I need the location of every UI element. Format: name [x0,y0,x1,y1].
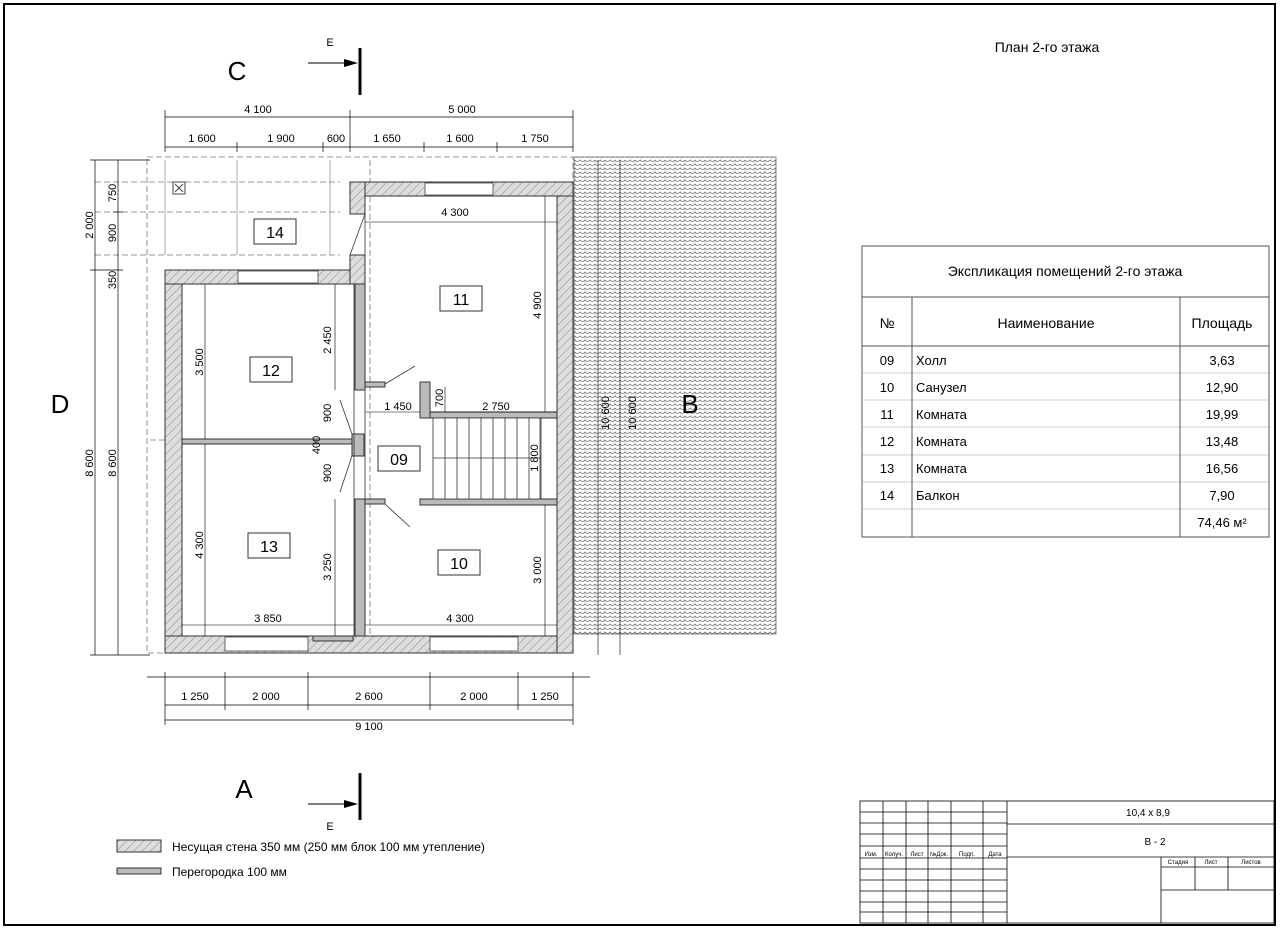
dim-1450: 1 450 [384,401,412,413]
stamp-sheets: Листов [1241,860,1261,866]
dim-left-8600-inner: 8 600 [107,449,119,477]
row-area: 3,63 [1209,353,1235,368]
stamp-col-koluch: Колуч. [885,852,903,858]
dim-4300-bottom: 4 300 [446,613,474,625]
row-name: Холл [916,353,947,368]
dim-1800: 1 800 [529,444,541,472]
dim-left-2000: 2 000 [84,211,96,239]
row-no: 09 [879,353,895,368]
explication-header-no: № [879,315,895,331]
row-no: 12 [879,434,895,449]
dim-3250: 3 250 [322,553,334,581]
roof-tiles [574,157,776,634]
legend-bearing-swatch [117,840,161,852]
dim-3000: 3 000 [532,556,544,584]
room-number-13: 13 [260,539,278,556]
dim-3500: 3 500 [194,348,206,376]
stamp-code: В - 2 [1144,837,1166,848]
row-name: Санузел [916,380,967,395]
dim-bottom-5: 1 250 [531,691,559,703]
drain-icon [173,182,185,194]
dim-bottom-2: 2 000 [252,691,280,703]
dim-bottom-4: 2 000 [460,691,488,703]
dim-top-4: 1 650 [373,133,401,145]
room-number-09: 09 [390,452,408,469]
dim-left-900: 900 [107,223,119,243]
room-number-10: 10 [450,556,468,573]
row-no: 11 [880,407,894,422]
dimension-lines-top [165,110,573,152]
section-label-top: E [326,37,334,49]
row-area: 7,90 [1209,488,1235,503]
axis-label-d: D [50,389,70,419]
room-number-14: 14 [266,225,284,242]
dim-4300-left: 4 300 [194,531,206,559]
legend [117,840,485,879]
explication-header-area: Площадь [1191,315,1253,331]
dim-top-2: 1 900 [267,133,295,145]
dimension-lines-left [90,160,150,655]
row-name: Комната [916,434,967,449]
dim-bottom-3: 2 600 [355,691,383,703]
dim-left-350: 350 [107,270,119,290]
dim-400: 400 [311,435,323,455]
axis-label-a: A [235,774,253,804]
row-area: 12,90 [1205,380,1239,395]
room-number-12: 12 [262,363,280,380]
stamp-col-list: Лист [910,852,924,858]
room-number-11: 11 [452,292,470,309]
staircase [433,418,541,499]
stamp-col-doc: №Док. [929,852,949,858]
dim-top-5: 1 600 [446,133,474,145]
dim-900-upper: 900 [322,403,334,423]
row-no: 14 [879,488,895,503]
dim-10600-inner: 10 600 [600,396,612,430]
dim-top-total-2: 5 000 [448,104,476,116]
dim-bottom-total: 9 100 [355,721,383,733]
dim-room-11-height: 4 900 [532,291,544,319]
row-no: 13 [879,461,895,476]
row-area: 16,56 [1205,461,1239,476]
row-area: 19,99 [1205,407,1239,422]
stamp-stage: Стадия [1167,860,1189,866]
row-name: Балкон [916,488,960,503]
stamp-col-date: Дата [988,852,1002,858]
dim-top-total-1: 4 100 [244,104,272,116]
dim-top-1: 1 600 [188,133,216,145]
row-no: 10 [879,380,895,395]
dim-700: 700 [434,388,446,408]
row-area: 13,48 [1205,434,1239,449]
axis-label-b: B [681,389,699,419]
explication-title: Экспликация помещений 2-го этажа [947,263,1183,279]
explication-total: 74,46 м² [1197,515,1247,530]
section-label-bottom: E [326,821,334,833]
dim-2450: 2 450 [322,326,334,354]
dim-bottom-1: 1 250 [181,691,209,703]
section-mark-top [308,37,360,95]
dim-900-lower: 900 [322,463,334,483]
balcony-outline [165,160,330,255]
dim-room-11-width: 4 300 [441,207,469,219]
dim-top-6: 1 750 [521,133,549,145]
stamp-size: 10,4 x 8,9 [1126,808,1170,819]
section-mark-bottom [308,773,360,833]
dim-3850: 3 850 [254,613,282,625]
dim-10600-outer: 10 600 [627,396,639,430]
stamp-col-izm: Изм. [864,852,878,858]
explication-header-name: Наименование [997,315,1095,331]
dim-2750: 2 750 [482,401,510,413]
plan-title: План 2-го этажа [994,39,1100,55]
dim-top-3: 600 [326,133,346,145]
dim-left-750: 750 [107,183,119,203]
axis-label-c: C [227,56,247,86]
legend-bearing-label: Несущая стена 350 мм (250 мм блок 100 мм утепление) [172,840,485,854]
legend-partition-label: Перегородка 100 мм [172,865,287,879]
row-name: Комната [916,407,967,422]
stamp-col-podp: Подп. [959,852,975,858]
legend-partition-swatch [117,868,161,874]
row-name: Комната [916,461,967,476]
dim-left-8600-outer: 8 600 [84,449,96,477]
stamp-sheet: Лист [1204,860,1218,866]
